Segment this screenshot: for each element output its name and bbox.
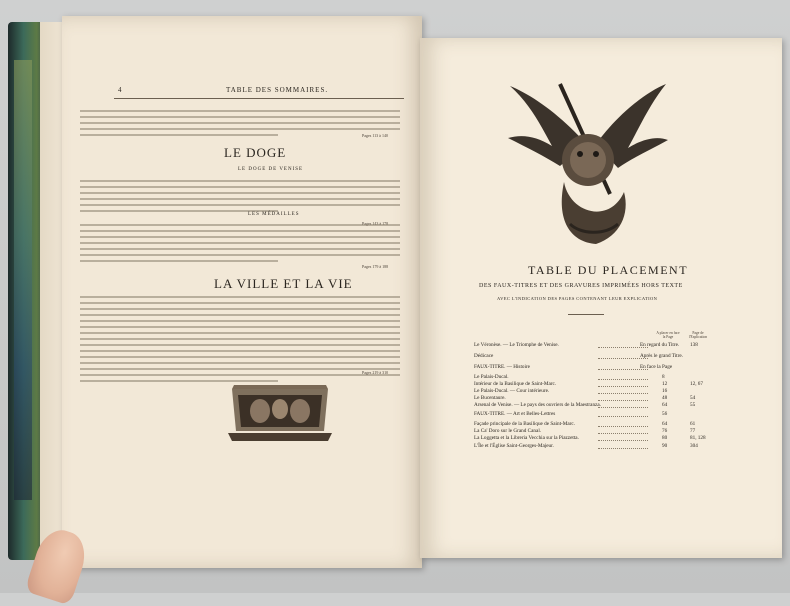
intro-pages: Pages 113 à 140 bbox=[362, 133, 388, 138]
toc-entry-place: 64 bbox=[662, 402, 668, 408]
leader-dots bbox=[598, 422, 648, 427]
toc-entry-label: Le Bucentaure. bbox=[474, 395, 506, 401]
toc-entry-explication: 61 bbox=[690, 421, 696, 427]
toc-entry-place: 16 bbox=[662, 388, 668, 394]
toc-entry-label: L'Île et l'Église Saint-Georges-Majeur. bbox=[474, 443, 554, 449]
toc-entry-label: FAUX-TITRE. — Art et Belles-Lettres bbox=[474, 411, 556, 417]
leader-dots bbox=[598, 429, 648, 434]
toc-entry-explication: 77 bbox=[690, 428, 696, 434]
toc-entry-place: 8 bbox=[662, 374, 665, 380]
toc-entry-explication: 304 bbox=[690, 443, 698, 449]
toc-entry-place: 56 bbox=[662, 411, 668, 417]
section-title-doge: LE DOGE bbox=[224, 145, 287, 160]
toc-entry-label: Le Véronèse. — Le Triomphe de Venise. bbox=[474, 342, 559, 348]
toc-entry-label: Intérieur de la Basilique de Saint-Marc. bbox=[474, 381, 557, 387]
header-rule bbox=[114, 98, 404, 99]
medailles-paragraph bbox=[80, 220, 400, 266]
toc-entry-place: Après le grand Titre. bbox=[640, 353, 683, 359]
toc-entry-place: 76 bbox=[662, 428, 668, 434]
ville-pages: Pages 219 à 310 bbox=[362, 370, 389, 375]
section-title-ville: LA VILLE ET LA VIE bbox=[214, 276, 353, 291]
page-number: 4 bbox=[118, 86, 122, 94]
toc-entry-place: 64 bbox=[662, 421, 668, 427]
winged-lion-engraving bbox=[500, 74, 670, 250]
running-head: TABLE DES SOMMAIRES. bbox=[226, 86, 329, 94]
table-title: TABLE DU PLACEMENT bbox=[528, 263, 689, 277]
marbled-cover bbox=[14, 60, 32, 500]
toc-entry-label: Le Palais-Ducal. bbox=[474, 374, 509, 380]
leader-dots bbox=[598, 389, 648, 394]
doge-paragraph bbox=[80, 176, 400, 216]
leader-dots bbox=[598, 396, 648, 401]
leader-dots bbox=[598, 436, 648, 441]
title-rule bbox=[568, 314, 604, 315]
toc-entry-label: Dédicace bbox=[474, 353, 494, 359]
toc-entry-explication: 12, 67 bbox=[690, 381, 703, 387]
col-header-place: A placer en face la Page bbox=[656, 331, 680, 339]
toc-entry-explication: 81, 128 bbox=[690, 435, 706, 441]
toc-entry-label: Façade principale de la Basilique de Saint-Marc. bbox=[474, 421, 575, 427]
toc-entry-place: En face la Page bbox=[640, 364, 673, 370]
subtitle-medailles: LES MÉDAILLES bbox=[248, 212, 300, 217]
medailles-pages: Pages 179 à 188 bbox=[362, 264, 389, 269]
toc-entry-label: Arsenal de Venise. — Le pays des ouvriers de la Maestranza. bbox=[474, 402, 601, 408]
toc-entry-explication: 55 bbox=[690, 402, 696, 408]
intro-paragraph bbox=[80, 106, 400, 140]
leader-dots bbox=[598, 375, 648, 380]
toc-entry-explication: 138 bbox=[690, 342, 698, 348]
toc-entry-place: En regard du Titre. bbox=[640, 342, 680, 348]
toc-entry-label: Le Palais-Ducal. — Cour intérieure. bbox=[474, 388, 550, 394]
table-subtitle-2: AVEC L'INDICATION DES PAGES CONTENANT LEUR EXPLICATION bbox=[497, 296, 658, 301]
toc-entry-label: La Ca' Doro sur le Grand Canal. bbox=[474, 428, 542, 434]
page-edges bbox=[40, 22, 64, 566]
leader-dots bbox=[598, 412, 648, 417]
toc-entry-place: 90 bbox=[662, 443, 668, 449]
ville-paragraph bbox=[80, 292, 400, 386]
leader-dots bbox=[598, 382, 648, 387]
leader-dots bbox=[598, 403, 648, 408]
toc-entry-place: 80 bbox=[662, 435, 668, 441]
toc-entry-place: 48 bbox=[662, 395, 668, 401]
subtitle-doge-de-venise: LE DOGE DE VENISE bbox=[238, 167, 304, 172]
col-header-explication: Page de l'Explication bbox=[688, 331, 708, 339]
sarcophagus-engraving bbox=[228, 381, 332, 443]
toc-entry-explication: 54 bbox=[690, 395, 696, 401]
toc-entry-label: FAUX-TITRE. — Histoire bbox=[474, 364, 530, 370]
leader-dots bbox=[598, 444, 648, 449]
toc-entry-place: 12 bbox=[662, 381, 668, 387]
toc-entry-label: La Loggetta et la Libreria Vecchia sur la Piazzetta. bbox=[474, 435, 579, 441]
table-subtitle: DES FAUX-TITRES ET DES GRAVURES IMPRIMÉES HORS TEXTE bbox=[479, 283, 683, 289]
